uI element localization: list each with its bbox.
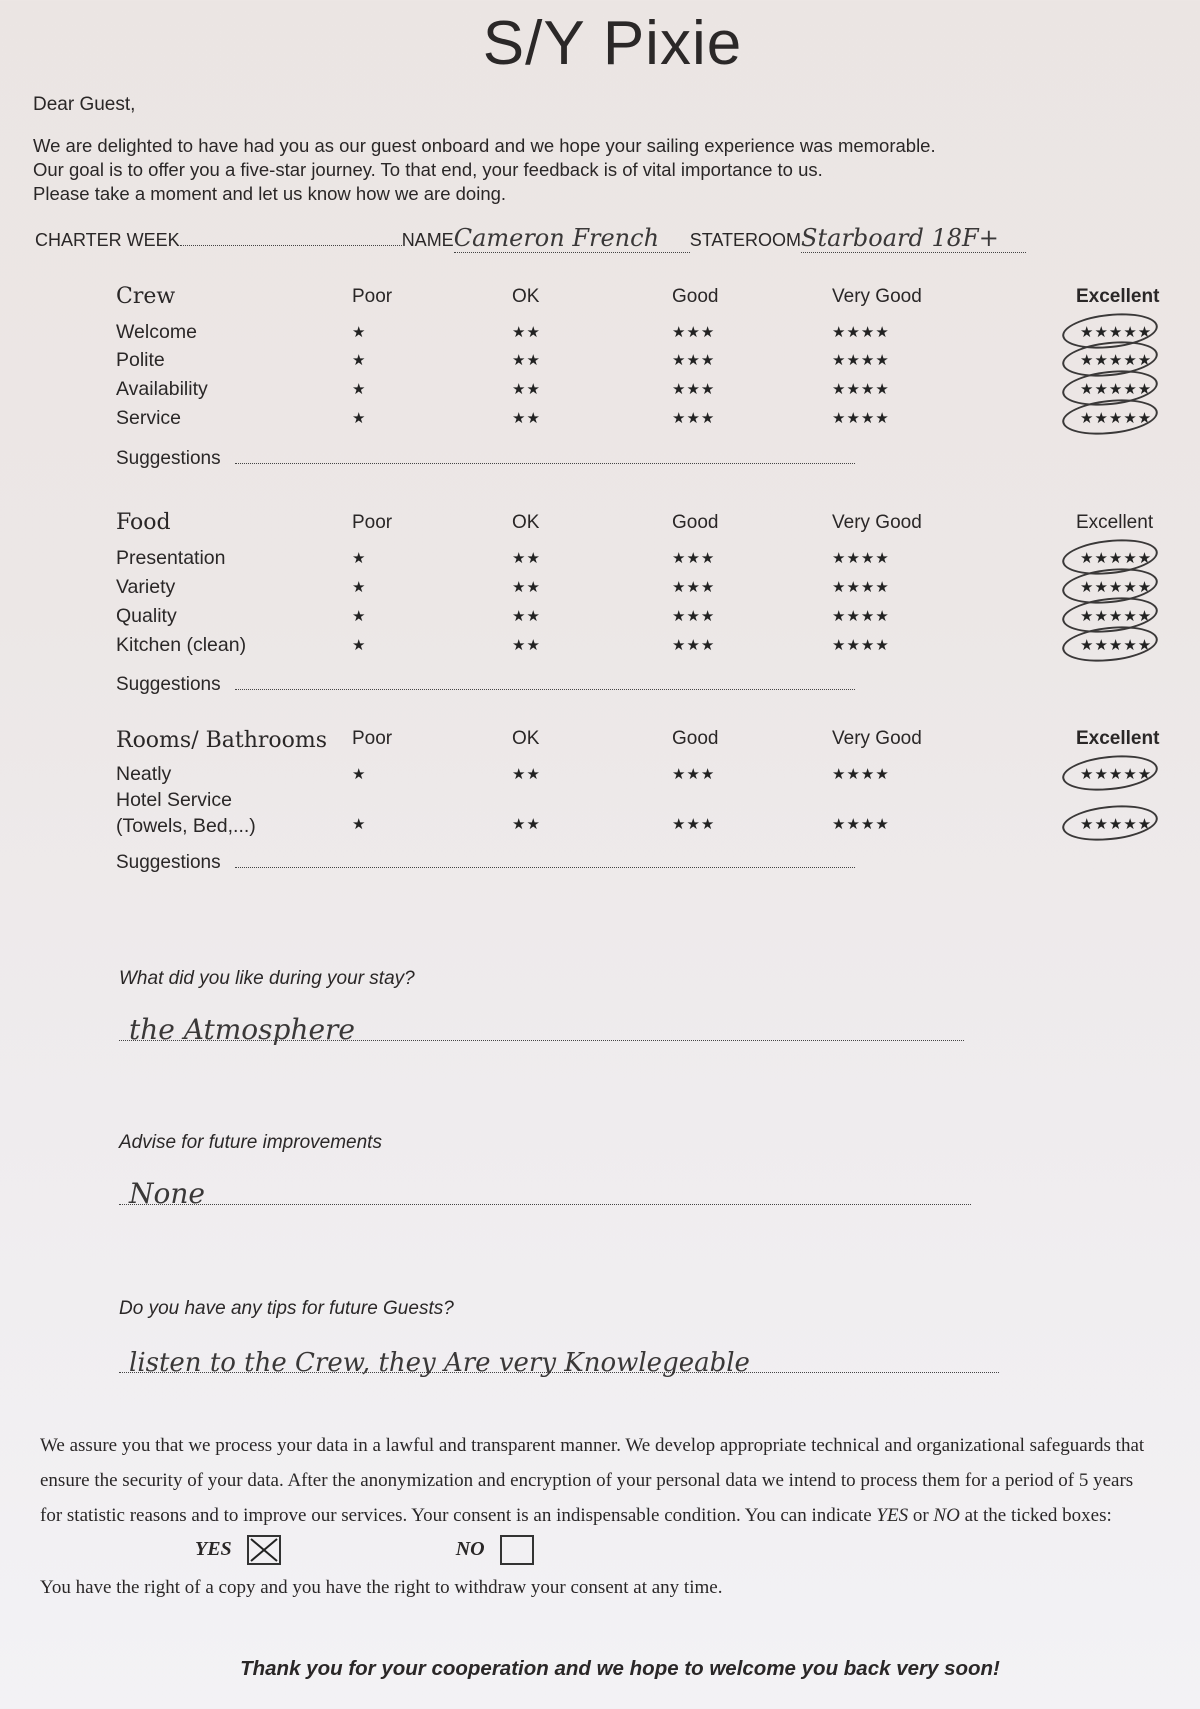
rating-option-good[interactable]: ★★★ — [672, 550, 716, 567]
rating-option-very-good[interactable]: ★★★★ — [832, 608, 890, 625]
rating-option-excellent[interactable]: ★★★★★ — [1080, 637, 1153, 654]
rating-option-good[interactable]: ★★★ — [672, 766, 716, 783]
rating-option-excellent[interactable]: ★★★★★ — [1080, 324, 1153, 341]
rating-option-good[interactable]: ★★★ — [672, 637, 716, 654]
column-header-ok: OK — [512, 512, 540, 533]
answer-improvements-field[interactable] — [119, 1164, 971, 1210]
rating-option-ok[interactable]: ★★ — [512, 637, 541, 654]
column-header-good: Good — [672, 286, 719, 307]
rating-row-label: Neatly — [116, 763, 172, 785]
rating-option-very-good[interactable]: ★★★★ — [832, 352, 890, 369]
rating-option-ok[interactable]: ★★ — [512, 608, 541, 625]
column-header-good: Good — [672, 512, 719, 533]
section-title: Crew — [116, 284, 176, 309]
answer-improvements-text: None — [129, 1177, 205, 1210]
rating-option-very-good[interactable]: ★★★★ — [832, 637, 890, 654]
stateroom-value: Starboard 18F+ — [801, 224, 999, 252]
yes-checkbox[interactable] — [247, 1535, 281, 1565]
name-field[interactable] — [454, 224, 690, 253]
yes-label: YES — [195, 1538, 232, 1560]
intro-line: Please take a moment and let us know how we are doing. — [33, 183, 507, 204]
column-header-excellent: Excellent — [1076, 728, 1160, 749]
column-header-poor: Poor — [352, 286, 393, 307]
rating-row-label: Kitchen (clean) — [116, 634, 247, 656]
question-tips: Do you have any tips for future Guests? — [119, 1298, 454, 1319]
rating-option-excellent[interactable]: ★★★★★ — [1080, 816, 1153, 833]
rating-option-very-good[interactable]: ★★★★ — [832, 410, 890, 427]
rating-row-label: Availability — [116, 378, 208, 400]
privacy-line: ensure the security of your data. After the anonymization and encryption of your personal data we intend to process them for a period of 5 years — [40, 1470, 1134, 1491]
rating-option-ok[interactable]: ★★ — [512, 766, 541, 783]
suggestions-label: Suggestions — [116, 448, 221, 469]
charter-week-label: CHARTER WEEK — [35, 230, 180, 250]
suggestions-field[interactable] — [235, 689, 855, 690]
rating-option-ok[interactable]: ★★ — [512, 410, 541, 427]
rating-option-good[interactable]: ★★★ — [672, 608, 716, 625]
privacy-line: for statistic reasons and to improve our services. Your consent is an indispensable condition. You can indicate YES or NO at the ticked boxes: — [40, 1505, 1112, 1526]
column-header-ok: OK — [512, 286, 540, 307]
rating-option-ok[interactable]: ★★ — [512, 550, 541, 567]
rating-row-label: Quality — [116, 605, 177, 627]
column-header-very-good: Very Good — [832, 286, 922, 307]
rating-row-label: Hotel Service (Towels, Bed,...) — [116, 789, 256, 837]
suggestions-label: Suggestions — [116, 674, 221, 695]
rating-option-ok[interactable]: ★★ — [512, 352, 541, 369]
rating-option-ok[interactable]: ★★ — [512, 381, 541, 398]
no-checkbox[interactable] — [500, 1535, 534, 1565]
rating-row-label: Variety — [116, 576, 176, 598]
intro-line: We are delighted to have had you as our guest onboard and we hope your sailing experience was memorable. — [33, 135, 936, 156]
consent-options — [40, 1532, 1200, 1567]
rating-option-poor[interactable]: ★ — [352, 410, 367, 427]
rating-option-poor[interactable]: ★ — [352, 579, 367, 596]
suggestions-field[interactable] — [235, 867, 855, 868]
rating-option-ok[interactable]: ★★ — [512, 324, 541, 341]
rating-option-excellent[interactable]: ★★★★★ — [1080, 608, 1153, 625]
rating-option-poor[interactable]: ★ — [352, 381, 367, 398]
rating-option-excellent[interactable]: ★★★★★ — [1080, 352, 1153, 369]
rating-row-label: Welcome — [116, 321, 197, 343]
rating-option-good[interactable]: ★★★ — [672, 579, 716, 596]
rating-option-good[interactable]: ★★★ — [672, 381, 716, 398]
privacy-line: We assure you that we process your data in a lawful and transparent manner. We develop appropriate technical and organizational safeguards that — [40, 1435, 1145, 1456]
rating-option-ok[interactable]: ★★ — [512, 579, 541, 596]
thank-you-line: Thank you for your cooperation and we hope to welcome you back very soon! — [240, 1657, 1000, 1680]
name-value: Cameron French — [453, 224, 660, 252]
privacy-notice — [40, 1428, 1200, 1533]
rating-option-ok[interactable]: ★★ — [512, 816, 541, 833]
answer-liked-field[interactable] — [119, 1000, 964, 1046]
rights-notice: You have the right of a copy and you have the right to withdraw your consent at any time. — [40, 1577, 723, 1598]
question-liked: What did you like during your stay? — [119, 968, 415, 989]
rating-option-poor[interactable]: ★ — [352, 766, 367, 783]
rating-option-excellent[interactable]: ★★★★★ — [1080, 766, 1153, 783]
rating-option-good[interactable]: ★★★ — [672, 816, 716, 833]
suggestions-row — [116, 674, 855, 696]
name-label: NAME — [401, 230, 454, 250]
rating-option-excellent[interactable]: ★★★★★ — [1080, 579, 1153, 596]
suggestions-field[interactable] — [235, 463, 855, 464]
column-header-very-good: Very Good — [832, 728, 922, 749]
rating-row-label: Presentation — [116, 547, 226, 569]
crew-section — [116, 284, 1186, 484]
suggestions-row — [116, 448, 855, 470]
rating-option-poor[interactable]: ★ — [352, 550, 367, 567]
charter-week-field[interactable] — [180, 245, 402, 246]
column-header-good: Good — [672, 728, 719, 749]
column-header-ok: OK — [512, 728, 540, 749]
intro-paragraph — [33, 134, 1033, 206]
rooms-section — [116, 728, 1186, 878]
column-header-poor: Poor — [352, 728, 393, 749]
rating-row-label: Service — [116, 407, 182, 429]
stateroom-field[interactable] — [801, 224, 1026, 253]
intro-line: Our goal is to offer you a five-star journey. To that end, your feedback is of vital importance to us. — [33, 159, 823, 180]
guest-info-row — [35, 224, 1026, 253]
column-header-poor: Poor — [352, 512, 393, 533]
suggestions-label: Suggestions — [116, 852, 221, 873]
checked-x-icon — [249, 1537, 279, 1563]
rating-option-poor[interactable]: ★ — [352, 324, 367, 341]
answer-liked-text: the Atmosphere — [129, 1013, 355, 1046]
rating-option-excellent[interactable]: ★★★★★ — [1080, 410, 1153, 427]
section-title: Food — [116, 510, 171, 535]
rating-option-poor[interactable]: ★ — [352, 352, 367, 369]
rating-option-excellent[interactable]: ★★★★★ — [1080, 550, 1153, 567]
rating-option-poor[interactable]: ★ — [352, 608, 367, 625]
rating-option-poor[interactable]: ★ — [352, 637, 367, 654]
rating-option-very-good[interactable]: ★★★★ — [832, 324, 890, 341]
selected-rating-circle — [1060, 751, 1159, 795]
column-header-excellent: Excellent — [1076, 286, 1160, 307]
rating-option-good[interactable]: ★★★ — [672, 352, 716, 369]
rating-option-very-good[interactable]: ★★★★ — [832, 550, 890, 567]
rating-option-good[interactable]: ★★★ — [672, 324, 716, 341]
column-header-very-good: Very Good — [832, 512, 922, 533]
rating-option-excellent[interactable]: ★★★★★ — [1080, 381, 1153, 398]
rating-option-very-good[interactable]: ★★★★ — [832, 381, 890, 398]
document-title: S/Y Pixie — [482, 9, 743, 78]
no-label: NO — [455, 1538, 485, 1560]
stateroom-label: STATEROOM — [689, 230, 802, 250]
question-improvements: Advise for future improvements — [119, 1132, 382, 1153]
answer-tips-field[interactable] — [119, 1332, 999, 1378]
suggestions-row — [116, 852, 855, 874]
column-header-excellent: Excellent — [1076, 512, 1154, 533]
rating-option-poor[interactable]: ★ — [352, 816, 367, 833]
section-title: Rooms/ Bathrooms — [116, 728, 328, 753]
food-section — [116, 510, 1186, 710]
greeting: Dear Guest, — [33, 94, 136, 115]
rating-row-label: Polite — [116, 349, 165, 371]
answer-tips-text: listen to the Crew, they Are very Knowlegeable — [129, 1348, 750, 1378]
rating-option-very-good[interactable]: ★★★★ — [832, 766, 890, 783]
rating-option-very-good[interactable]: ★★★★ — [832, 579, 890, 596]
rating-option-good[interactable]: ★★★ — [672, 410, 716, 427]
rating-option-very-good[interactable]: ★★★★ — [832, 816, 890, 833]
selected-rating-circle — [1060, 801, 1159, 845]
